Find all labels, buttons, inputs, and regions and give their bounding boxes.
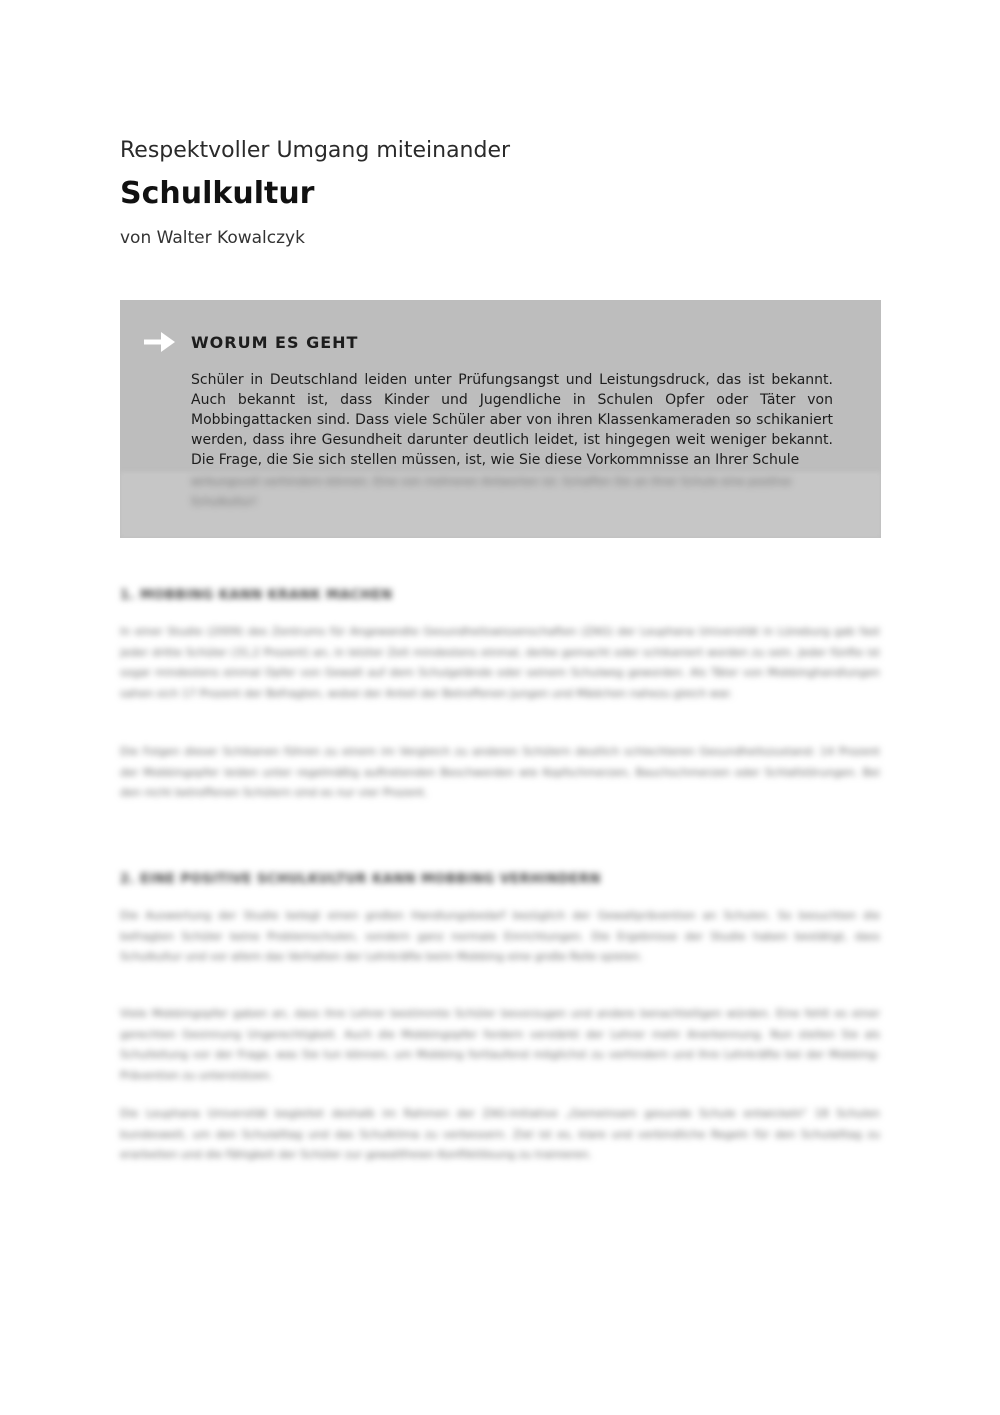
section-2-heading: 2. EINE POSITIVE SCHULKULTUR KANN MOBBING VERHINDERN bbox=[120, 872, 601, 887]
section-1-paragraph-2: Die Folgen dieser Schikanen führen zu einem im Vergleich zu anderen Schülern deutlich schlechteren Gesundheitszustand: 14 Prozent der Mobbingopfer leiden unter regelmäßig auftretenden Beschwerden wie Kopfschmerzen, Bauchschmerzen oder Schlafstörungen. Bei den nicht betroffenen Schülern sind es nur vier Prozent. bbox=[120, 745, 880, 799]
summary-fade-overlay bbox=[120, 472, 881, 538]
section-1-heading: 1. MOBBING KANN KRANK MACHEN bbox=[120, 588, 393, 603]
summary-text-blurred: wirkungsvoll verhindern können. Eine von mehreren Antworten ist: Schaffen Sie an Ihrer Schule eine positive Schulkultur! bbox=[191, 475, 792, 508]
summary-text: Schüler in Deutschland leiden unter Prüfungsangst und Leistungsdruck, das ist bekannt. Auch bekannt ist, dass Kinder und Jugendliche in Schulen Opfer oder Täter von Mobbingattacken sind. Dass viele Schüler aber von ihren Klassenkameraden so schikaniert werden, dass ihre Gesundheit darunter deutlich leidet, ist hingegen weit weniger bekannt. Die Frage, die Sie sich stellen müssen, ist, wie Sie diese Vorkommnisse an Ihrer Schule bbox=[191, 372, 833, 468]
section-2-paragraph-3: Die Leuphana Universität begleitet deshalb im Rahmen der ZAG-Initiative „Gemeinsam gesunde Schule entwickeln“ 18 Schulen bundesweit, um den Schulalltag und das Schulklima zu verbessern. Ziel ist es, klare und verbindliche Regeln für den Schulalltag zu erarbeiten und die Fähigkeit der Schüler zur gewaltfreien Konfliktlösung zu trainieren. bbox=[120, 1107, 880, 1161]
section-2-paragraph-1: Die Auswertung der Studie belegt einen großen Handlungsbedarf bezüglich der Gewaltprävention an Schulen. So besuchten die befragten Schüler keine Problemschulen, sondern ganz normale Einrichtungen. Die Ergebnisse der Studie haben bestätigt, dass Schulkultur und vor allem das Verhalten der Lehrkräfte beim Mobbing eine große Rolle spielen. bbox=[120, 909, 880, 963]
section-1-paragraph-1: In einer Studie (2009) des Zentrums für Angewandte Gesundheitswissenschaften (ZAG) der Leuphana Universität in Lüneburg gab fast jeder dritte Schüler (31,2 Prozent) an, in letzter Zeit mindestens einmal, derbe gemacht oder schikaniert worden zu sein. Jeder fünfte ist sogar mindestens einmal Opfer von Gewalt auf dem Schulgelände oder seinem Schulweg geworden. Als Täter von Mobbinghandlungen sahen sich 17 Prozent der Befragten, wobei der Anteil der Betroffenen Jungen und Mädchen nahezu gleich war. bbox=[120, 625, 880, 700]
arrow-right-icon bbox=[144, 331, 176, 353]
section-2-paragraph-2: Viele Mobbingopfer gaben an, dass ihre Lehrer bestimmte Schüler bevorzugen und andere benachteiligen würden. Eine fehlt es einer gerechten Gesinnung Ungerechtigkeit. Auch die Mobbingopfer fordern verstärkt der Lehrer mehr Anerkennung. Nun stellen Sie als Schulleitung vor der Frage, was Sie tun können, um Mobbing fortlaufend möglichst zu verhindern und Ihre Lehrkräfte bei der Mobbing-Prävention zu unterstützen. bbox=[120, 1007, 880, 1082]
summary-box bbox=[120, 300, 881, 538]
document-title: Schulkultur bbox=[120, 176, 315, 211]
summary-heading: WORUM ES GEHT bbox=[191, 333, 359, 352]
document-subtitle: Respektvoller Umgang miteinander bbox=[120, 138, 511, 163]
document-author: von Walter Kowalczyk bbox=[120, 228, 305, 248]
